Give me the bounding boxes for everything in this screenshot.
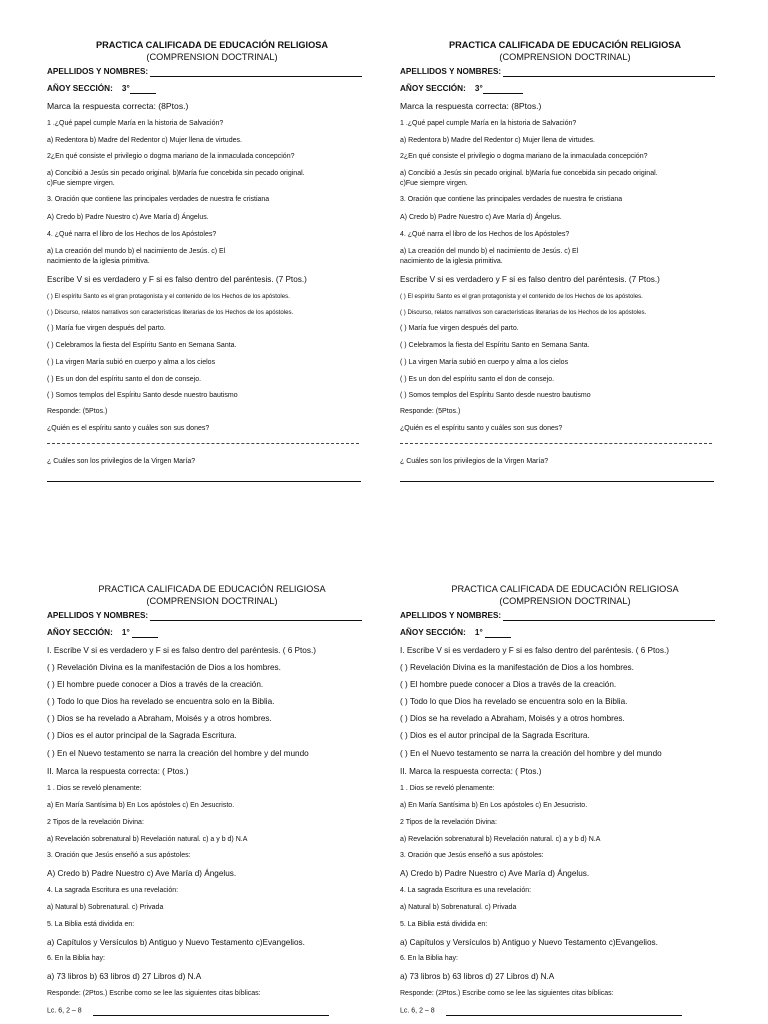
mc-instruction: II. Marca la respuesta correcta: ( Ptos.) [47, 767, 189, 776]
question-5: 5. La Biblia está dividida en: [47, 921, 135, 928]
question-2-options-b[interactable]: c)Fue siempre virgen. [400, 180, 468, 187]
section-value: 1° [474, 628, 483, 637]
question-1-options[interactable]: a) Redentora b) Madre del Redentor c) Mujer llena de virtudes. [400, 137, 595, 144]
question-3: 3. Oración que contiene las principales verdades de nuestra fe cristiana [400, 196, 623, 203]
exam-subtitle: (COMPRENSION DOCTRINAL) [146, 52, 278, 62]
tf-item-4[interactable]: ( ) Celebramos la fiesta del Espíritu Santo en Semana Santa. [400, 342, 590, 349]
exam-subtitle: (COMPRENSION DOCTRINAL) [146, 596, 278, 606]
responde-label: Responde: (5Ptos.) [47, 408, 108, 415]
question-4-options[interactable]: a) Natural b) Sobrenatural. c) Privada [400, 904, 517, 911]
question-3-options[interactable]: A) Credo b) Padre Nuestro c) Ave María d) Ángelus. [400, 869, 590, 878]
question-4: 4. La sagrada Escritura es una revelación: [47, 887, 179, 894]
open-question-1: ¿Quién es el espíritu santo y cuáles son sus dones? [47, 425, 210, 432]
question-5-options[interactable]: a) Capítulos y Versículos b) Antiguo y Nuevo Testamento c)Evangelios. [47, 938, 305, 947]
tf-item-2[interactable]: ( ) Discurso, relatos narrativos son características literarias de los Hechos de los apóstoles. [400, 309, 647, 316]
question-1-options[interactable]: a) Redentora b) Madre del Redentor c) Mujer llena de virtudes. [47, 137, 242, 144]
question-1: 1 .¿Qué papel cumple María en la historia de Salvación? [47, 120, 224, 127]
tf-item-4[interactable]: ( ) Dios se ha revelado a Abraham, Moisés y a otros hombres. [47, 714, 272, 723]
tf-item-6[interactable]: ( ) Es un don del espíritu santo el don de consejo. [400, 376, 555, 383]
section-label: AÑOY SECCIÓN: [400, 84, 466, 93]
tf-item-5[interactable]: ( ) Dios es el autor principal de la Sagrada Escritura. [47, 731, 237, 740]
question-2-options[interactable]: a) Revelación sobrenatural b) Revelación natural. c) a y b d) N.A [47, 836, 248, 843]
section-label: AÑOY SECCIÓN: [47, 628, 113, 637]
question-6-options[interactable]: a) 73 libros b) 63 libros d) 27 Libros d) N.A [47, 972, 202, 981]
question-3-options[interactable]: A) Credo b) Padre Nuestro c) Ave María d) Ángelus. [47, 214, 209, 221]
exam-title: PRACTICA CALIFICADA DE EDUCACIÓN RELIGIOSA [95, 40, 329, 50]
section-field[interactable] [400, 628, 511, 638]
question-3-options[interactable]: A) Credo b) Padre Nuestro c) Ave María d) Ángelus. [47, 869, 237, 878]
names-field[interactable] [400, 611, 715, 621]
names-field[interactable] [47, 611, 362, 621]
names-label: APELLIDOS Y NOMBRES: [47, 67, 149, 76]
question-2: 2¿En qué consiste el privilegio o dogma mariano de la inmaculada concepción? [400, 153, 648, 160]
question-3: 3. Oración que Jesús enseñó a sus apóstoles: [400, 852, 544, 859]
question-2-options-a[interactable]: a) Concibió a Jesús sin pecado original. b)María fue concebida sin pecado original. [47, 170, 305, 177]
names-label: APELLIDOS Y NOMBRES: [400, 611, 502, 620]
question-3-options[interactable]: A) Credo b) Padre Nuestro c) Ave María d) Ángelus. [400, 214, 562, 221]
question-1: 1 .¿Qué papel cumple María en la historia de Salvación? [400, 120, 577, 127]
names-field[interactable] [47, 67, 362, 77]
answer-line-2[interactable] [400, 481, 714, 482]
answer-line-1[interactable] [400, 443, 712, 444]
mc-instruction: II. Marca la respuesta correcta: ( Ptos.) [400, 767, 542, 776]
question-4: 4. ¿Qué narra el libro de los Hechos de los Apóstoles? [400, 231, 570, 238]
tf-item-2[interactable]: ( ) El hombre puede conocer a Dios a través de la creación. [47, 680, 264, 689]
question-1: 1 . Dios se reveló plenamente: [47, 785, 142, 792]
exam-title: PRACTICA CALIFICADA DE EDUCACIÓN RELIGIOSA [98, 584, 326, 594]
tf-item-4[interactable]: ( ) Dios se ha revelado a Abraham, Moisés y a otros hombres. [400, 714, 625, 723]
tf-item-1[interactable]: ( ) Revelación Divina es la manifestación de Dios a los hombres. [400, 663, 634, 672]
question-4: 4. ¿Qué narra el libro de los Hechos de los Apóstoles? [47, 231, 217, 238]
bible-citation-field[interactable] [47, 1007, 329, 1016]
tf-item-3[interactable]: ( ) María fue virgen después del parto. [47, 325, 166, 332]
responde-label: Responde: (2Ptos.) Escribe como se lee las siguientes citas bíblicas: [47, 990, 261, 997]
answer-line-2[interactable] [47, 481, 361, 482]
bible-citation-field[interactable] [400, 1007, 682, 1016]
exam-subtitle: (COMPRENSION DOCTRINAL) [499, 52, 631, 62]
section-label: AÑOY SECCIÓN: [400, 628, 466, 637]
tf-instruction: I. Escribe V si es verdadero y F si es falso dentro del paréntesis. ( 6 Ptos.) [47, 646, 316, 655]
question-4-options-b[interactable]: nacimiento de la iglesia primitiva. [400, 258, 503, 265]
section-value: 3° [474, 84, 483, 93]
responde-label: Responde: (2Ptos.) Escribe como se lee las siguientes citas bíblicas: [400, 990, 614, 997]
tf-item-3[interactable]: ( ) Todo lo que Dios ha revelado se encuentra solo en la Biblia. [400, 697, 628, 706]
question-5-options[interactable]: a) Capítulos y Versículos b) Antiguo y Nuevo Testamento c)Evangelios. [400, 938, 658, 947]
question-4-options-a[interactable]: a) La creación del mundo b) el nacimiento de Jesús. c) El [400, 248, 579, 255]
question-4-options-b[interactable]: nacimiento de la iglesia primitiva. [47, 258, 150, 265]
names-field[interactable] [400, 67, 715, 77]
open-question-1: ¿Quién es el espíritu santo y cuáles son sus dones? [400, 425, 563, 432]
tf-item-7[interactable]: ( ) Somos templos del Espíritu Santo desde nuestro bautismo [47, 392, 238, 399]
tf-item-5[interactable]: ( ) La virgen María subió en cuerpo y alma a los cielos [47, 359, 216, 366]
tf-item-3[interactable]: ( ) María fue virgen después del parto. [400, 325, 519, 332]
question-2: 2 Tipos de la revelación Divina: [47, 819, 144, 826]
section-field[interactable] [47, 84, 156, 94]
tf-instruction: Escribe V si es verdadero y F si es falso dentro del paréntesis. (7 Ptos.) [400, 275, 660, 284]
question-4-options-a[interactable]: a) La creación del mundo b) el nacimiento de Jesús. c) El [47, 248, 226, 255]
tf-instruction: Escribe V si es verdadero y F si es falso dentro del paréntesis. (7 Ptos.) [47, 275, 307, 284]
bible-citation: Lc. 6, 2 – 8 [47, 1007, 82, 1015]
open-question-2: ¿ Cuáles son los privilegios de la Virgen María? [47, 458, 196, 465]
question-6: 6. En la Biblia hay: [400, 955, 458, 962]
bible-citation: Lc. 6, 2 – 8 [400, 1007, 435, 1015]
question-2-options[interactable]: a) Revelación sobrenatural b) Revelación natural. c) a y b d) N.A [400, 836, 601, 843]
exam-subtitle: (COMPRENSION DOCTRINAL) [499, 596, 631, 606]
names-label: APELLIDOS Y NOMBRES: [400, 67, 502, 76]
tf-item-1[interactable]: ( ) El espíritu Santo es el gran protagonista y el contenido de los Hechos de los apóstoles. [47, 293, 290, 300]
section-field[interactable] [47, 628, 158, 638]
question-1-options[interactable]: a) En María Santísima b) En Los apóstoles c) En Jesucristo. [47, 802, 235, 809]
open-question-2: ¿ Cuáles son los privilegios de la Virgen María? [400, 458, 549, 465]
tf-item-1[interactable]: ( ) Revelación Divina es la manifestación de Dios a los hombres. [47, 663, 281, 672]
tf-item-2[interactable]: ( ) El hombre puede conocer a Dios a través de la creación. [400, 680, 617, 689]
question-2: 2 Tipos de la revelación Divina: [400, 819, 497, 826]
tf-item-5[interactable]: ( ) Dios es el autor principal de la Sagrada Escritura. [400, 731, 590, 740]
question-4: 4. La sagrada Escritura es una revelación: [400, 887, 532, 894]
question-2-options-b[interactable]: c)Fue siempre virgen. [47, 180, 115, 187]
question-6: 6. En la Biblia hay: [47, 955, 105, 962]
tf-item-7[interactable]: ( ) Somos templos del Espíritu Santo desde nuestro bautismo [400, 392, 591, 399]
section-label: AÑOY SECCIÓN: [47, 84, 113, 93]
tf-item-1[interactable]: ( ) El espíritu Santo es el gran protagonista y el contenido de los Hechos de los apóstoles. [400, 293, 643, 300]
tf-item-3[interactable]: ( ) Todo lo que Dios ha revelado se encuentra solo en la Biblia. [47, 697, 275, 706]
question-1: 1 . Dios se reveló plenamente: [400, 785, 495, 792]
answer-line-1[interactable] [47, 443, 359, 444]
responde-label: Responde: (5Ptos.) [400, 408, 461, 415]
question-2: 2¿En qué consiste el privilegio o dogma mariano de la inmaculada concepción? [47, 153, 295, 160]
exam-title: PRACTICA CALIFICADA DE EDUCACIÓN RELIGIOSA [451, 584, 679, 594]
question-2-options-a[interactable]: a) Concibió a Jesús sin pecado original. b)María fue concebida sin pecado original. [400, 170, 658, 177]
exam-title: PRACTICA CALIFICADA DE EDUCACIÓN RELIGIOSA [448, 40, 682, 50]
tf-item-6[interactable]: ( ) Es un don del espíritu santo el don de consejo. [47, 376, 202, 383]
tf-instruction: I. Escribe V si es verdadero y F si es falso dentro del paréntesis. ( 6 Ptos.) [400, 646, 669, 655]
question-3: 3. Oración que Jesús enseñó a sus apóstoles: [47, 852, 191, 859]
question-5: 5. La Biblia está dividida en: [400, 921, 488, 928]
section-field[interactable] [400, 84, 523, 94]
question-6-options[interactable]: a) 73 libros b) 63 libros d) 27 Libros d) N.A [400, 972, 555, 981]
names-label: APELLIDOS Y NOMBRES: [47, 611, 149, 620]
section-value: 1° [121, 628, 130, 637]
mc-instruction: Marca la respuesta correcta: (8Ptos.) [400, 101, 542, 111]
section-value: 3° [121, 84, 130, 93]
mc-instruction: Marca la respuesta correcta: (8Ptos.) [47, 101, 189, 111]
tf-item-4[interactable]: ( ) Celebramos la fiesta del Espíritu Santo en Semana Santa. [47, 342, 237, 349]
tf-item-2[interactable]: ( ) Discurso, relatos narrativos son características literarias de los Hechos de los apóstoles. [47, 309, 294, 316]
tf-item-6[interactable]: ( ) En el Nuevo testamento se narra la creación del hombre y del mundo [400, 749, 662, 758]
question-3: 3. Oración que contiene las principales verdades de nuestra fe cristiana [47, 196, 270, 203]
question-4-options[interactable]: a) Natural b) Sobrenatural. c) Privada [47, 904, 164, 911]
question-1-options[interactable]: a) En María Santísima b) En Los apóstoles c) En Jesucristo. [400, 802, 588, 809]
tf-item-5[interactable]: ( ) La virgen María subió en cuerpo y alma a los cielos [400, 359, 569, 366]
tf-item-6[interactable]: ( ) En el Nuevo testamento se narra la creación del hombre y del mundo [47, 749, 309, 758]
